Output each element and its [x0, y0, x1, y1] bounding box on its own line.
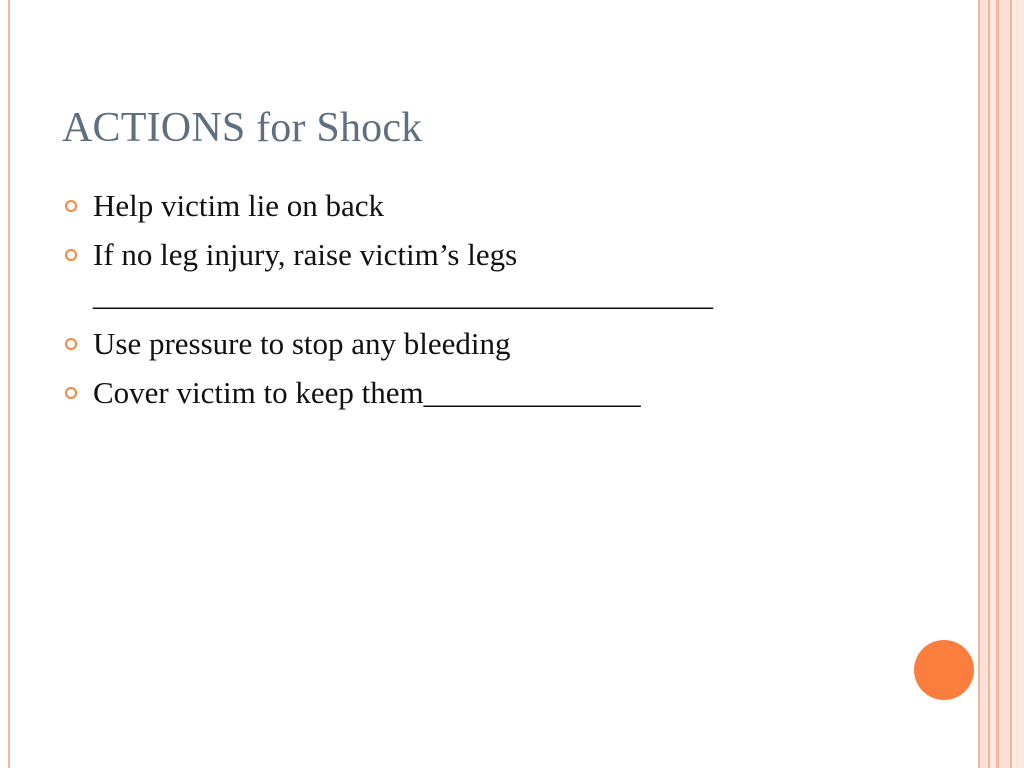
bullet-item	[62, 373, 942, 413]
bullet-text: Cover victim to keep them______________	[93, 375, 641, 410]
bullet-list	[62, 186, 942, 422]
bullet-item	[62, 235, 942, 315]
bullet-circle-icon	[65, 338, 77, 350]
bullet-text: Use pressure to stop any bleeding	[93, 326, 511, 361]
right-border-stripe	[1012, 0, 1024, 768]
slide-title: ACTIONS for Shock	[62, 105, 423, 151]
bullet-circle-icon	[65, 200, 77, 212]
bullet-item	[62, 324, 942, 364]
bullet-text: Help victim lie on back	[93, 188, 384, 223]
right-border-stripe	[980, 0, 988, 768]
right-border-stripe	[999, 0, 1010, 768]
bullet-circle-icon	[65, 387, 77, 399]
left-border-decoration	[8, 0, 10, 768]
orange-circle-icon	[914, 640, 974, 700]
bullet-text: If no leg injury, raise victim’s legs ________________________________________	[93, 237, 713, 312]
bullet-circle-icon	[65, 249, 77, 261]
bullet-item	[62, 186, 942, 226]
